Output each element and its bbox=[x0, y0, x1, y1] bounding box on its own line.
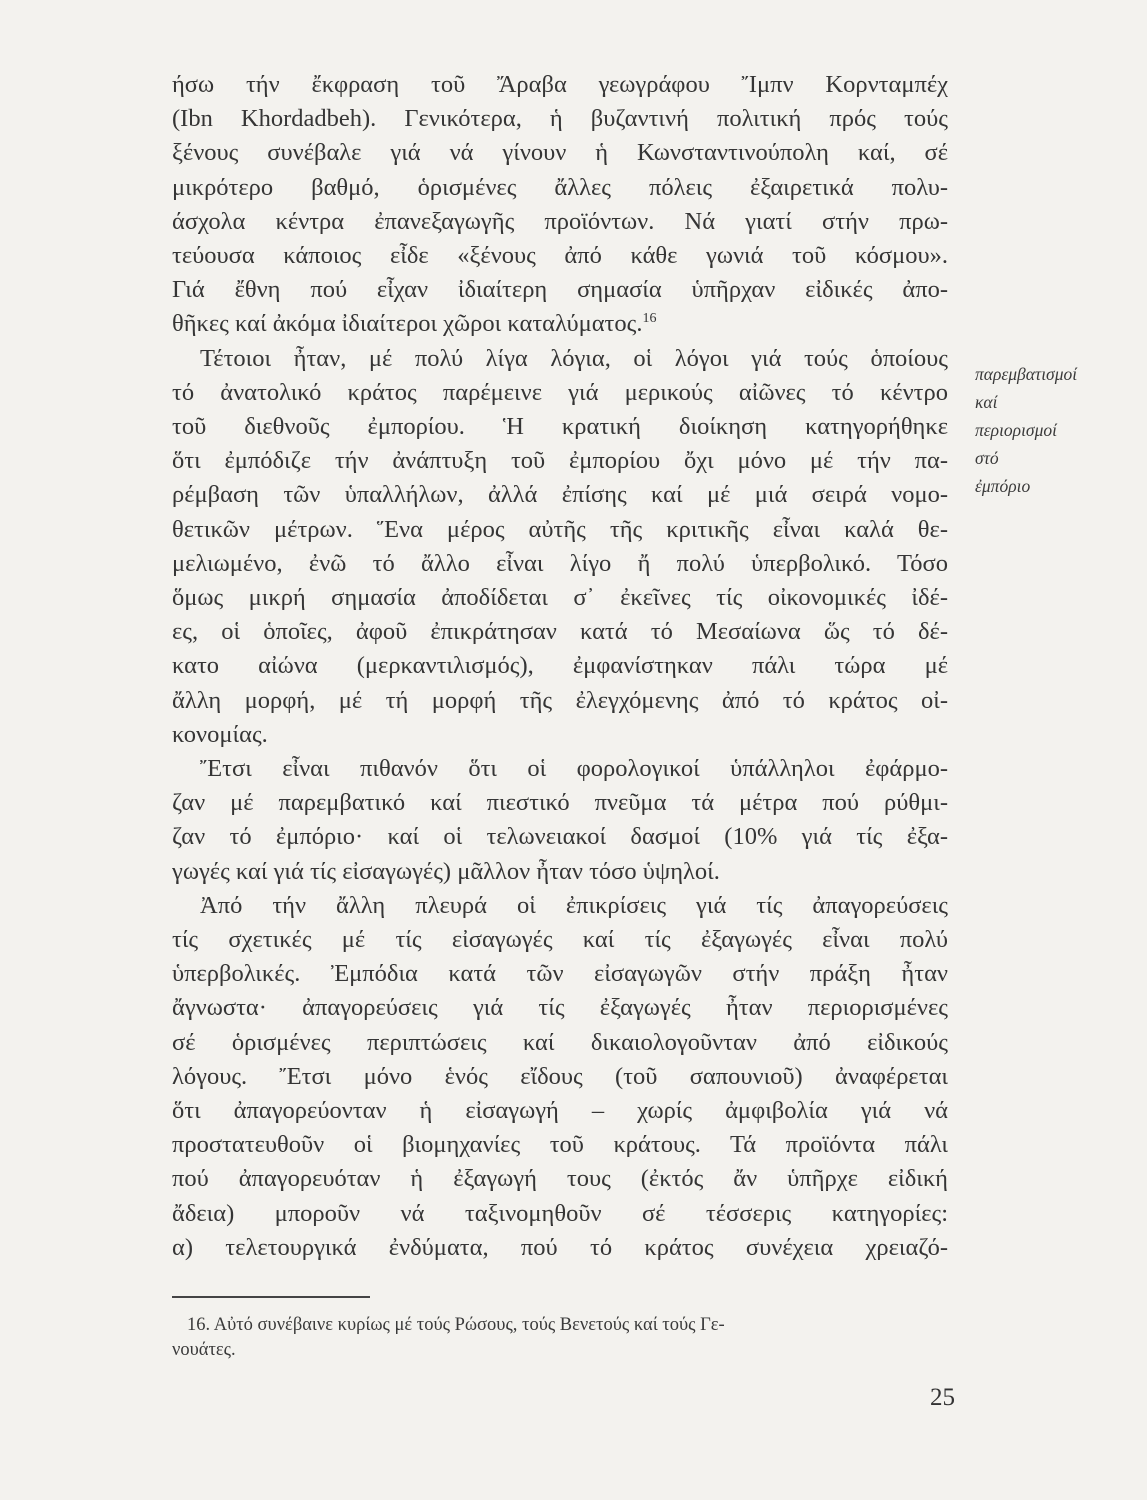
text-line bbox=[172, 309, 948, 339]
text-line bbox=[172, 480, 948, 510]
text-line bbox=[172, 686, 948, 716]
text-line bbox=[172, 1028, 948, 1058]
text-line bbox=[172, 275, 948, 305]
text-line bbox=[172, 104, 948, 134]
text-line bbox=[172, 446, 948, 476]
text-line bbox=[172, 173, 948, 203]
text-line bbox=[172, 1062, 948, 1092]
text-line-content: πού ἀπαγορευόταν ἡ ἐξαγωγή τους (ἐκτός ἄν ὑπῆρχε εἰδική bbox=[172, 1165, 948, 1193]
text-line-content: τεύουσα κάποιος εἶδε «ξένους ἀπό κάθε γωνιά τοῦ κόσμου». bbox=[172, 242, 948, 269]
text-line-content: μικρότερο βαθμό, ὁρισμένες ἄλλες πόλεις ἐξαιρετικά πολυ- bbox=[172, 173, 948, 201]
text-line-content: ὅτι ἐμπόδιζε τήν ἀνάπτυξη τοῦ ἐμπορίου ὄχι μόνο μέ τήν πα- bbox=[172, 447, 948, 475]
text-line-content: γωγές καί γιά τίς εἰσαγωγές) μᾶλλον ἦταν τόσο ὑψηλοί. bbox=[172, 857, 720, 885]
text-line-content: μελιωμένο, ἐνῶ τό ἄλλο εἶναι λίγο ἤ πολύ ὑπερβολικό. Τόσο bbox=[172, 549, 948, 577]
text-line-content: άσχολα κέντρα ἐπανεξαγωγῆς προϊόντων. Νά γιατί στήν πρω- bbox=[172, 207, 948, 235]
page-number: 25 bbox=[930, 1384, 955, 1411]
text-line bbox=[172, 241, 948, 271]
text-line bbox=[172, 1096, 948, 1126]
footnote-divider bbox=[172, 1296, 370, 1298]
text-line-content: ήσω τήν ἔκφραση τοῦ Ἄραβα γεωγράφου Ἴμπν Κορνταμπέχ bbox=[172, 71, 948, 98]
margin-note-line: ἐμπόριο bbox=[975, 476, 1031, 496]
text-line bbox=[172, 1233, 948, 1263]
text-line-content: τοῦ διεθνοῦς ἐμπορίου. Ἡ κρατική διοίκηση κατηγορήθηκε bbox=[172, 413, 948, 440]
text-line-content: κατο αἰώνα (μερκαντιλισμός), ἐμφανίστηκαν πάλι τώρα μέ bbox=[172, 652, 948, 680]
text-line-content: ὅτι ἀπαγορεύονταν ἡ εἰσαγωγή – χωρίς ἀμφιβολία γιά νά bbox=[172, 1097, 948, 1124]
text-line-content: ἄδεια) μποροῦν νά ταξινομηθοῦν σέ τέσσερις κατηγορίες: bbox=[172, 1199, 948, 1227]
text-line bbox=[200, 344, 948, 374]
text-line-content: θετικῶν μέτρων. Ἕνα μέρος αὐτῆς τῆς κριτικῆς εἶναι καλά θε- bbox=[172, 515, 948, 543]
text-line-content: ἄγνωστα· ἀπαγορεύσεις γιά τίς ἐξαγωγές ἦταν περιορισμένες bbox=[172, 994, 948, 1022]
text-line bbox=[200, 754, 948, 784]
text-line bbox=[172, 378, 948, 408]
text-line-content: κονομίας. bbox=[172, 720, 268, 748]
text-line-content: α) τελετουργικά ἐνδύματα, πού τό κράτος συνέχεια χρειαζό- bbox=[172, 1233, 948, 1261]
footnote-line: νουάτες. bbox=[172, 1340, 236, 1360]
margin-note-line: καί bbox=[975, 392, 998, 412]
text-line-content: σέ ὁρισμένες περιπτώσεις καί δικαιολογοῦνταν ἀπό εἰδικούς bbox=[172, 1028, 948, 1056]
text-line bbox=[172, 720, 948, 750]
text-line-content: ρέμβαση τῶν ὑπαλλήλων, ἀλλά ἐπίσης καί μέ μιά σειρά νομο- bbox=[172, 481, 948, 509]
text-line-content: (Ibn Khordadbeh). Γενικότερα, ἡ βυζαντινή πολιτική πρός τούς bbox=[172, 105, 948, 133]
text-line-content: ζαν τό ἐμπόριο· καί οἱ τελωνειακοί δασμοί (10% γιά τίς ἐξα- bbox=[172, 823, 948, 851]
text-line bbox=[172, 925, 948, 955]
margin-note-line: παρεμβατισμοί bbox=[975, 364, 1078, 384]
text-line bbox=[172, 788, 948, 818]
text-line bbox=[172, 617, 948, 647]
text-line-content: ὅμως μικρή σημασία ἀποδίδεται σ᾽ ἐκεῖνες τίς οἰκονομικές ἰδέ- bbox=[172, 584, 948, 611]
text-line bbox=[172, 959, 948, 989]
text-line-content: Ἀπό τήν ἄλλη πλευρά οἱ ἐπικρίσεις γιά τίς ἀπαγορεύσεις bbox=[200, 891, 948, 919]
text-line bbox=[172, 412, 948, 442]
text-line bbox=[172, 207, 948, 237]
text-line-content: θῆκες καί ἀκόμα ἰδιαίτεροι χῶροι καταλύματος. bbox=[172, 310, 643, 338]
text-line bbox=[172, 1130, 948, 1160]
text-line-content: ζαν μέ παρεμβατικό καί πιεστικό πνεῦμα τά μέτρα πού ρύθμι- bbox=[172, 789, 948, 817]
text-line-content: προστατευθοῦν οἱ βιομηχανίες τοῦ κράτους. Τά προϊόντα πάλι bbox=[172, 1131, 948, 1159]
text-line bbox=[172, 138, 948, 168]
text-line-content: Ἔτσι εἶναι πιθανόν ὅτι οἱ φορολογικοί ὑπάλληλοι ἐφάρμο- bbox=[200, 755, 948, 782]
text-line bbox=[172, 822, 948, 852]
text-line bbox=[200, 891, 948, 921]
text-line-content: τίς σχετικές μέ τίς εἰσαγωγές καί τίς ἐξαγωγές εἶναι πολύ bbox=[172, 926, 948, 953]
margin-note-line: στό bbox=[975, 448, 999, 468]
text-line-content: ἄλλη μορφή, μέ τή μορφή τῆς ἐλεγχόμενης ἀπό τό κράτος οἰ- bbox=[172, 686, 948, 714]
text-line-content: ὑπερβολικές. Ἐμπόδια κατά τῶν εἰσαγωγῶν στήν πράξη ἦταν bbox=[172, 960, 948, 988]
text-line-content: ξένους συνέβαλε γιά νά γίνουν ἡ Κωνσταντινούπολη καί, σέ bbox=[172, 139, 948, 167]
text-line bbox=[172, 583, 948, 613]
text-line bbox=[172, 515, 948, 545]
margin-note-line: περιορισμοί bbox=[975, 420, 1057, 440]
text-line-content: ες, οἱ ὁποῖες, ἀφοῦ ἐπικράτησαν κατά τό Μεσαίωνα ὥς τό δέ- bbox=[172, 618, 948, 646]
text-line-content: τό ἀνατολικό κράτος παρέμεινε γιά μερικούς αἰῶνες τό κέντρο bbox=[172, 378, 948, 406]
text-line-content: Γιά ἔθνη πού εἶχαν ἰδιαίτερη σημασία ὑπῆρχαν εἰδικές ἀπο- bbox=[172, 276, 948, 304]
text-line bbox=[172, 549, 948, 579]
text-line bbox=[172, 1199, 948, 1229]
text-line bbox=[172, 993, 948, 1023]
text-line bbox=[172, 70, 948, 100]
text-line-content: λόγους. Ἔτσι μόνο ἑνός εἴδους (τοῦ σαπουνιοῦ) ἀναφέρεται bbox=[172, 1062, 948, 1090]
text-line bbox=[172, 1164, 948, 1194]
footnote-reference[interactable]: 16 bbox=[642, 311, 657, 327]
text-line-content: Τέτοιοι ἦταν, μέ πολύ λίγα λόγια, οἱ λόγοι γιά τούς ὁποίους bbox=[200, 344, 948, 372]
text-line bbox=[172, 651, 948, 681]
text-line bbox=[172, 857, 948, 887]
footnote-line: 16. Αὐτό συνέβαινε κυρίως μέ τούς Ρώσους, τούς Βενετούς καί τούς Γε- bbox=[187, 1315, 725, 1335]
